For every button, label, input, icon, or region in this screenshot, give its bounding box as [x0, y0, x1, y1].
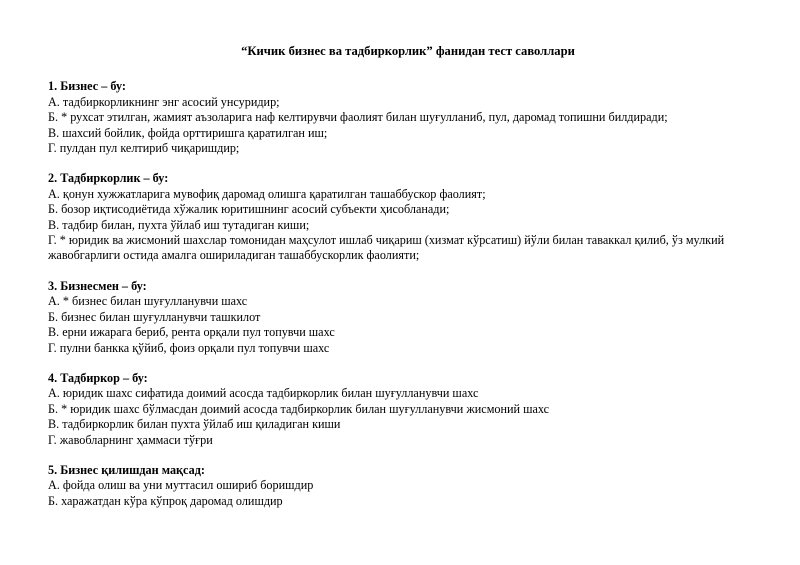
document-page — [48, 44, 768, 524]
answer-option: А. тадбиркорликнинг энг асосий унсуридир; — [48, 94, 280, 109]
question-5 — [48, 463, 768, 509]
question-heading: 3. Бизнесмен – бу: — [48, 278, 147, 293]
answer-option: А. юридик шахс сифатида доимий асосда тадбиркорлик билан шуғулланувчи шахс — [48, 386, 479, 401]
answer-option: В. тадбиркорлик билан пухта ўйлаб иш қиладиган киши — [48, 417, 341, 432]
answer-option: Г. * юридик ва жисмоний шахслар томонидан маҳсулот ишлаб чиқариш (хизмат кўрсатиш) йўли билан таваккал қилиб, ўз мулкий жавобгарлиги остида амалга ошириладиган ташаббускорлик фаолияти; — [48, 233, 725, 263]
answer-option: Б. * юридик шахс бўлмасдан доимий асосда тадбиркорлик билан шуғулланувчи жисмоний шахс — [48, 401, 550, 416]
question-1 — [48, 79, 768, 156]
answer-option: В. ерни ижарага бериб, рента орқали пул топувчи шахс — [48, 325, 335, 340]
question-heading: 4. Тадбиркор – бу: — [48, 370, 148, 385]
answer-option: Б. бизнес билан шуғулланувчи ташкилот — [48, 309, 261, 324]
answer-option: А. * бизнес билан шуғулланувчи шахс — [48, 294, 248, 309]
answer-option: В. тадбир билан, пухта ўйлаб иш тутадиган киши; — [48, 217, 310, 232]
question-4 — [48, 371, 768, 448]
answer-option: В. шахсий бойлик, фойда орттиришга қаратилган иш; — [48, 125, 328, 140]
answer-option: Б. харажатдан кўра кўпроқ даромад олишдир — [48, 493, 283, 508]
document-title: “Кичик бизнес ва тадбиркорлик” фанидан тест саволлари — [241, 44, 575, 58]
answer-option: Б. * рухсат этилган, жамият аъзоларига наф келтирувчи фаолият билан шуғулланиб, пул, даромад топишни билдиради; — [48, 110, 668, 125]
answer-option: А. фойда олиш ва уни муттасил ошириб боришдир — [48, 478, 314, 493]
answer-option: Г. пулни банкка қўйиб, фоиз орқали пул топувчи шахс — [48, 340, 330, 355]
question-heading: 5. Бизнес қилишдан мақсад: — [48, 462, 205, 477]
question-3 — [48, 279, 768, 356]
question-heading: 1. Бизнес – бу: — [48, 79, 126, 94]
answer-option: Г. жавобларнинг ҳаммаси тўғри — [48, 432, 213, 447]
answer-option: Б. бозор иқтисодиётида хўжалик юритишнинг асосий субъекти ҳисобланади; — [48, 202, 450, 217]
question-2 — [48, 171, 768, 263]
answer-option: А. қонун хужжатларига мувофиқ даромад олишга қаратилган ташаббускор фаолият; — [48, 186, 486, 201]
answer-option: Г. пулдан пул келтириб чиқаришдир; — [48, 141, 240, 156]
question-heading: 2. Тадбиркорлик – бу: — [48, 171, 169, 186]
